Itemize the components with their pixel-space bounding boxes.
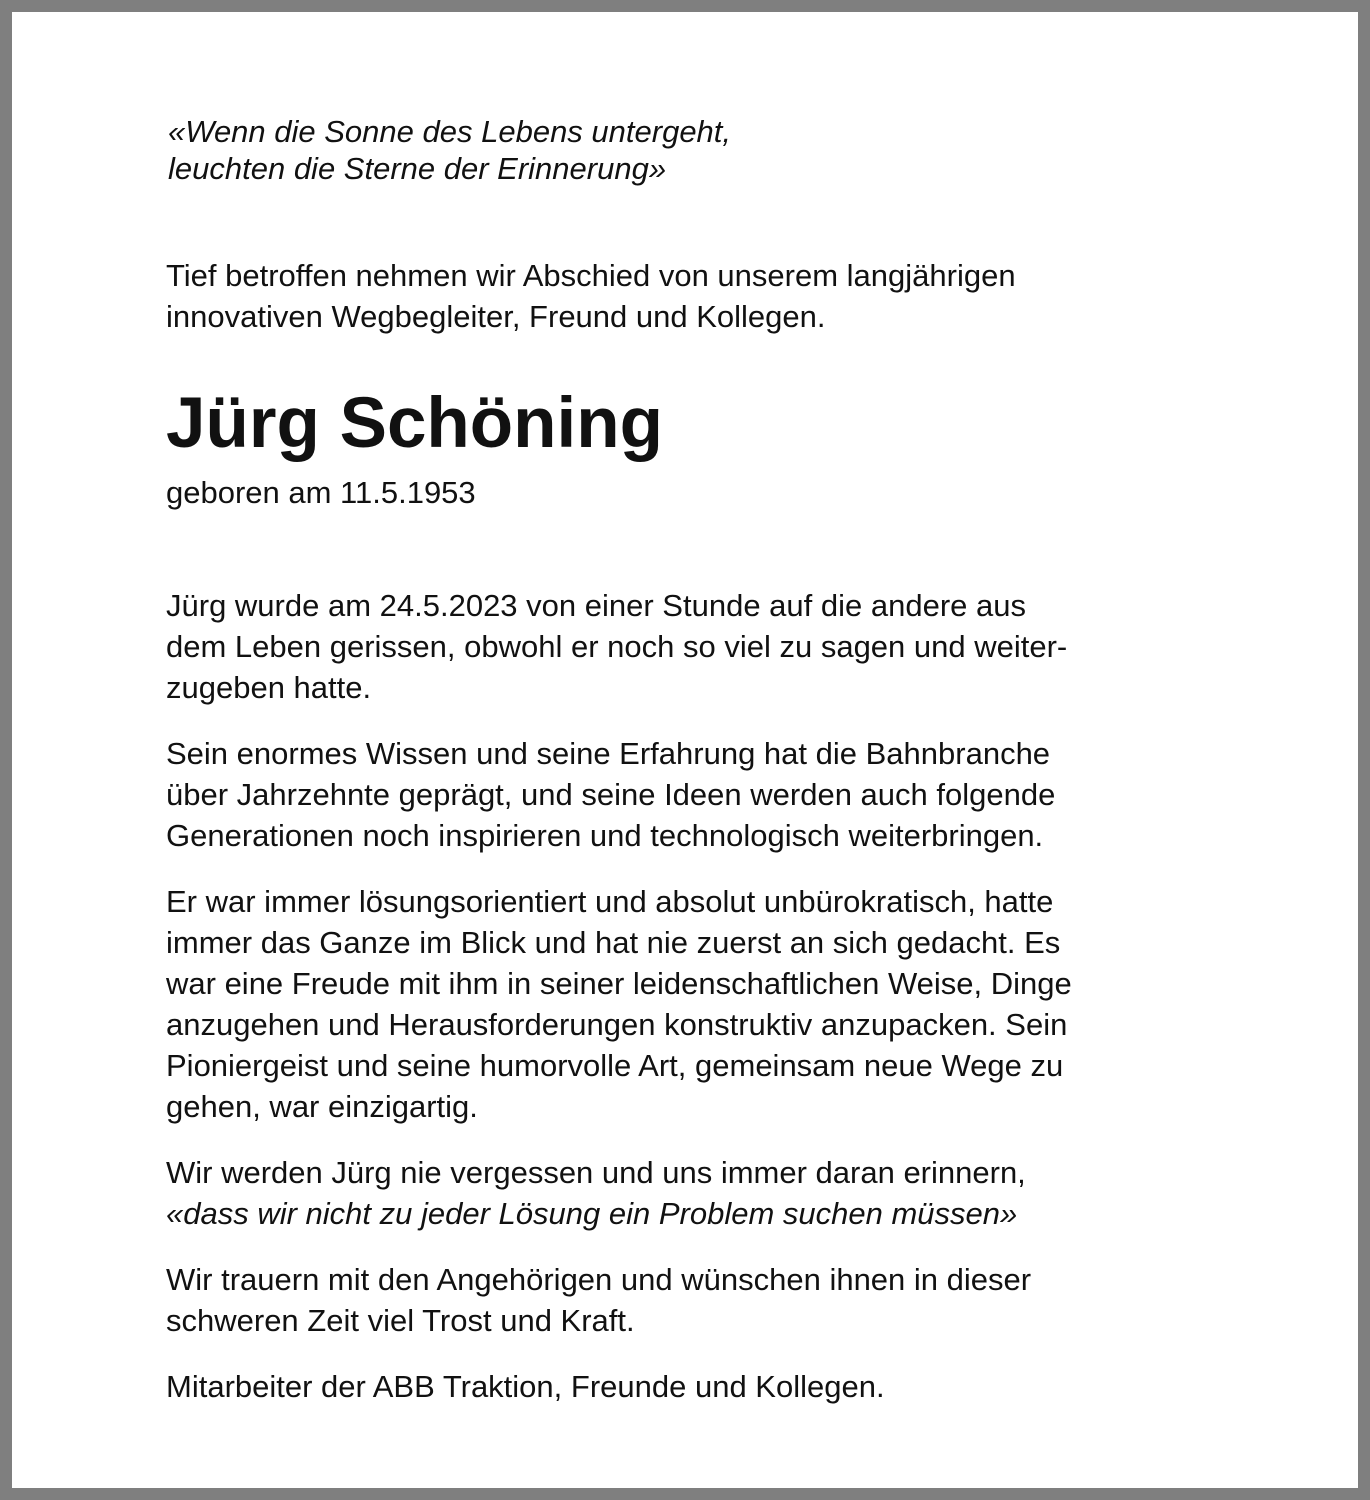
paragraph-line: gehen, war einzigartig.	[166, 1089, 478, 1124]
deceased-name: Jürg Schöning	[166, 384, 663, 463]
paragraph-line: immer das Ganze im Blick und hat nie zuerst an sich gedacht. Es	[166, 925, 1061, 960]
paragraph-sudden-death	[166, 585, 1226, 708]
intro-text	[166, 255, 1016, 337]
paragraph-line: schweren Zeit viel Trost und Kraft.	[166, 1303, 635, 1338]
paragraph-line: dem Leben gerissen, obwohl er noch so viel zu sagen und weiter-	[166, 629, 1068, 664]
paragraph-line: Pioniergeist und seine humorvolle Art, gemeinsam neue Wege zu	[166, 1048, 1064, 1083]
paragraph-line: über Jahrzehnte geprägt, und seine Ideen werden auch folgende	[166, 777, 1056, 812]
paragraph-line: Jürg wurde am 24.5.2023 von einer Stunde auf die andere aus	[166, 588, 1026, 623]
paragraph-line: Generationen noch inspirieren und technologisch weiterbringen.	[166, 818, 1044, 853]
paragraph-remembrance	[166, 1152, 1226, 1234]
motto-line: leuchten die Sterne der Erinnerung»	[168, 151, 667, 186]
motto-line: «Wenn die Sonne des Lebens untergeht,	[168, 114, 732, 149]
paragraph-line: Wir werden Jürg nie vergessen und uns immer daran erinnern,	[166, 1155, 1026, 1190]
paragraph-line: Er war immer lösungsorientiert und absolut unbürokratisch, hatte	[166, 884, 1054, 919]
paragraph-line: zugeben hatte.	[166, 670, 372, 705]
remembrance-quote: «dass wir nicht zu jeder Lösung ein Problem suchen müssen»	[166, 1196, 1018, 1231]
obituary-body	[166, 585, 1226, 1432]
motto-quote	[168, 113, 731, 187]
paragraph-character	[166, 881, 1226, 1127]
paragraph-line: Sein enormes Wissen und seine Erfahrung hat die Bahnbranche	[166, 736, 1051, 771]
paragraph-line: Wir trauern mit den Angehörigen und wünschen ihnen in dieser	[166, 1262, 1032, 1297]
paragraph-line: anzugehen und Herausforderungen konstruktiv anzupacken. Sein	[166, 1007, 1068, 1042]
paragraph-condolences	[166, 1259, 1226, 1341]
signature	[166, 1366, 1226, 1407]
signature-line: Mitarbeiter der ABB Traktion, Freunde und Kollegen.	[166, 1369, 885, 1404]
paragraph-line: war eine Freude mit ihm in seiner leidenschaftlichen Weise, Dinge	[166, 966, 1072, 1001]
birth-date: geboren am 11.5.1953	[166, 475, 476, 510]
intro-line: Tief betroffen nehmen wir Abschied von unserem langjährigen	[166, 258, 1016, 293]
paragraph-knowledge	[166, 733, 1226, 856]
intro-line: innovativen Wegbegleiter, Freund und Kollegen.	[166, 299, 826, 334]
